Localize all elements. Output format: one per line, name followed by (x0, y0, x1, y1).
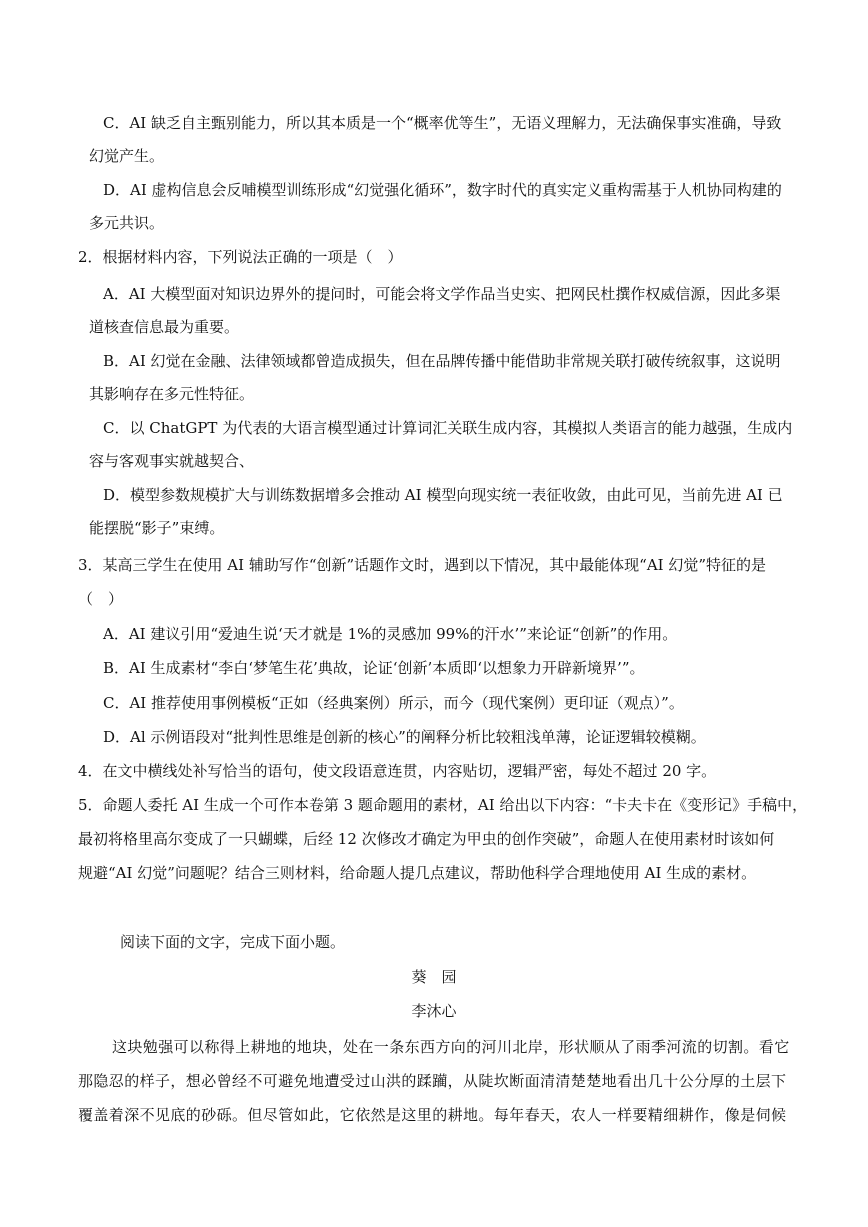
q1-option-c-line1: C．AI 缺乏自主甄别能力，所以其本质是一个“概率优等生”，无语义理解力，无法确保事实准确，导致 (103, 114, 782, 132)
q4-stem: 4．在文中横线处补写恰当的语句，使文段语意连贯，内容贴切，逻辑严密，每处不超过 20 字。 (78, 762, 717, 780)
q5-stem-line2: 最初将格里高尔变成了一只蝴蝶，后经 12 次修改才确定为甲虫的创作突破”，命题人在使用素材时该如何 (78, 830, 775, 848)
q2-stem: 2．根据材料内容，下列说法正确的一项是（ ） (78, 248, 403, 266)
passage-paragraph-line1: 这块勉强可以称得上耕地的地块，处在一条东西方向的河川北岸，形状顺从了雨季河流的切割。看它 (112, 1038, 790, 1056)
q3-option-d: D．Al 示例语段对“批判性思维是创新的核心”的阐释分析比较粗浅单薄，论证逻辑较模糊。 (103, 728, 706, 746)
q3-option-a: A．AI 建议引用“爱迪生说‘天才就是 1%的灵感加 99%的汗水’”来论证“创新”的作用。 (103, 625, 678, 643)
passage-paragraph-line3: 覆盖着深不见底的砂砾。但尽管如此，它依然是这里的耕地。每年春天，农人一样要精细耕作，像是伺候 (78, 1106, 787, 1124)
q3-stem-line2: （ ） (78, 590, 124, 608)
q1-option-c-line2: 幻觉产生。 (89, 147, 165, 165)
q5-stem-line1: 5．命题人委托 AI 生成一个可作本卷第 3 题命题用的素材，AI 给出以下内容：“卡夫卡在《变形记》手稿中， (78, 796, 808, 814)
q3-option-b: B．AI 生成素材“李白‘梦笔生花’典故，论证‘创新’本质即‘以想象力开辟新境界’”。 (103, 659, 645, 677)
q2-option-d-line1: D．模型参数规模扩大与训练数据增多会推动 AI 模型向现实统一表征收敛，由此可见，当前先进 AI 已 (103, 486, 783, 504)
q3-stem-line1: 3．某高三学生在使用 AI 辅助写作“创新”话题作文时，遇到以下情况，其中最能体现“AI 幻觉”特征的是 (78, 556, 767, 574)
reading-intro: 阅读下面的文字，完成下面小题。 (120, 933, 346, 951)
q3-option-c: C．AI 推荐使用事例模板“正如（经典案例）所示，而今（现代案例）更印证（观点）”。 (103, 694, 684, 712)
q2-option-a-line1: A．AI 大模型面对知识边界外的提问时，可能会将文学作品当史实、把网民杜撰作权威信源，因此多渠 (103, 285, 781, 303)
q2-option-c-line1: C．以 ChatGPT 为代表的大语言模型通过计算词汇关联生成内容，其模拟人类语言的能力越强，生成内 (103, 419, 793, 437)
q5-stem-line3: 规避“AI 幻觉”问题呢？结合三则材料，给命题人提几点建议，帮助他科学合理地使用 AI 生成的素材。 (78, 864, 757, 882)
q2-option-a-line2: 道核查信息最为重要。 (89, 318, 240, 336)
q2-option-b-line1: B．AI 幻觉在金融、法律领域都曾造成损失，但在品牌传播中能借助非常规关联打破传统叙事，这说明 (103, 352, 781, 370)
q2-option-c-line2: 容与客观事实就越契合、 (89, 452, 255, 470)
q2-option-b-line2: 其影响存在多元性特征。 (89, 385, 255, 403)
passage-paragraph-line2: 那隐忍的样子，想必曾经不可避免地遭受过山洪的蹂躏，从陡坎断面清清楚楚地看出几十公分厚的土层下 (78, 1072, 787, 1090)
q1-option-d-line2: 多元共识。 (89, 214, 165, 232)
passage-author: 李沐心 (411, 1002, 457, 1020)
q1-option-d-line1: D．AI 虚构信息会反哺模型训练形成“幻觉强化循环”，数字时代的真实定义重构需基于人机协同构建的 (103, 181, 782, 199)
q2-option-d-line2: 能摆脱“影子”束缚。 (89, 519, 225, 537)
passage-title: 葵 园 (411, 968, 457, 986)
